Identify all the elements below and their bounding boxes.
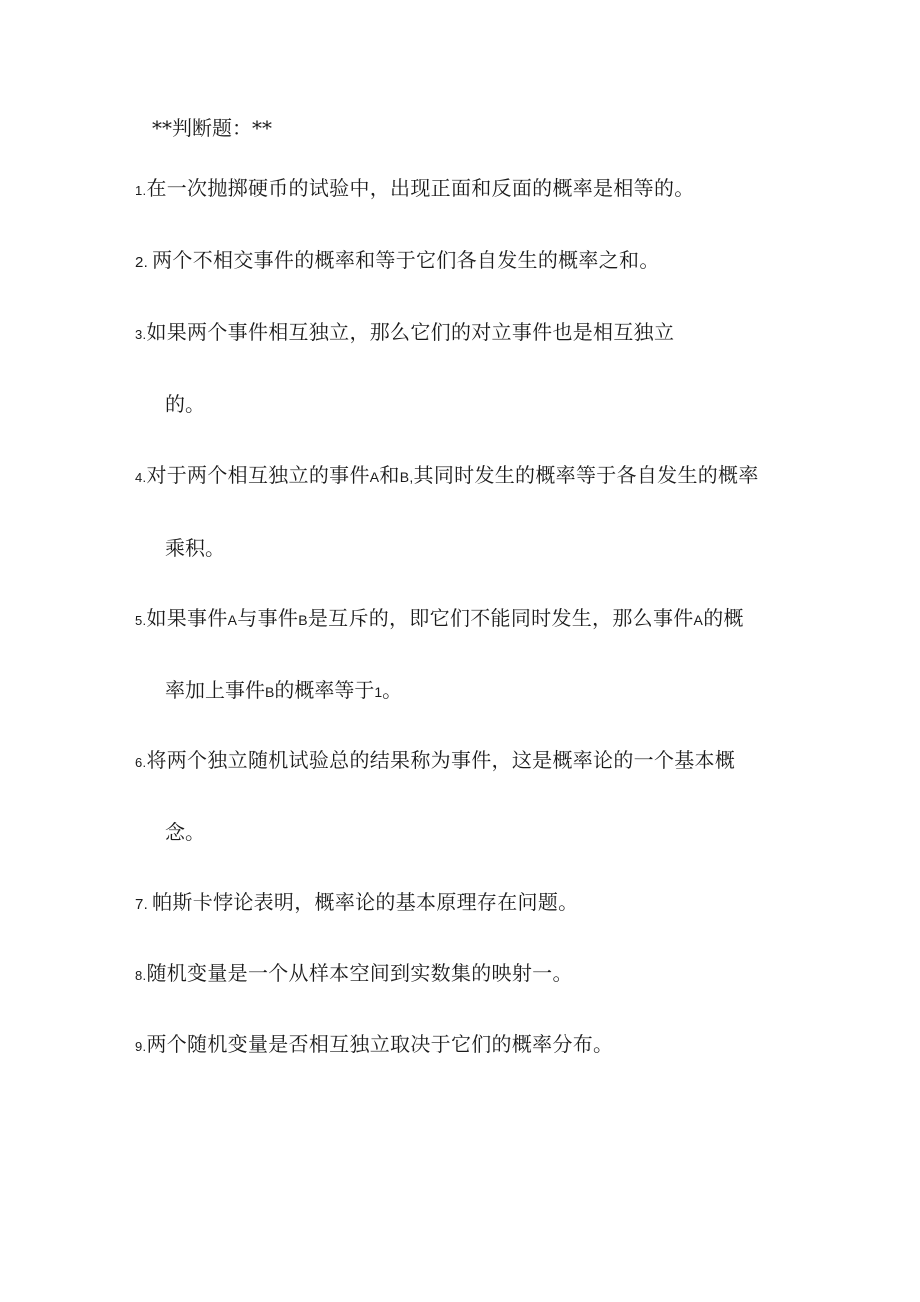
- question-1: [135, 174, 695, 205]
- question-8: [135, 959, 573, 990]
- event-label: B: [298, 612, 308, 628]
- question-number: 4.: [135, 470, 147, 485]
- question-number: 7.: [135, 896, 149, 913]
- question-text: 如果两个事件相互独立，那么它们的对立事件也是相互独立: [146, 320, 675, 344]
- question-number: 9.: [135, 1039, 147, 1054]
- question-number: 3.: [135, 327, 147, 342]
- question-text: 随机变量是一个从样本空间到实数集的映射一。: [146, 961, 573, 985]
- event-label: A: [227, 612, 238, 628]
- event-label: A: [369, 469, 380, 485]
- question-6: [135, 746, 735, 777]
- question-text: 两个随机变量是否相互独立取决于它们的概率分布。: [146, 1032, 614, 1056]
- number-value: 1: [374, 684, 383, 700]
- question-text: 两个不相交事件的概率和等于它们各自发生的概率之和。: [152, 248, 660, 272]
- question-text-a: 如果事件: [146, 606, 228, 630]
- question-text-d: 的概: [703, 606, 744, 630]
- question-7: [135, 888, 578, 919]
- question-2: [135, 246, 660, 277]
- question-4: [135, 461, 759, 492]
- question-text: 帕斯卡悖论表明，概率论的基本原理存在问题。: [152, 890, 579, 914]
- event-label: B,: [399, 469, 414, 485]
- question-number: 1.: [135, 183, 147, 198]
- question-3-continuation: 的。: [165, 392, 205, 416]
- question-3: [135, 318, 674, 349]
- continuation-text-c: 。: [382, 678, 403, 702]
- event-label: A: [693, 612, 704, 628]
- question-text: 在一次抛掷硬币的试验中，出现正面和反面的概率是相等的。: [146, 176, 695, 200]
- question-5: [135, 604, 744, 635]
- continuation-text-a: 率加上事件: [165, 678, 265, 702]
- section-heading: **判断题：**: [152, 116, 272, 140]
- question-9: [135, 1030, 613, 1061]
- question-number: 6.: [135, 755, 147, 770]
- question-text-b: 与事件: [237, 606, 299, 630]
- question-text: 将两个独立随机试验总的结果称为事件，这是概率论的一个基本概: [146, 748, 736, 772]
- question-number: 2.: [135, 254, 149, 271]
- question-text-c: 其同时发生的概率等于各自发生的概率: [413, 463, 759, 487]
- question-number: 5.: [135, 613, 147, 628]
- continuation-text-b: 的概率等于: [274, 678, 375, 702]
- question-text-b: 和: [379, 463, 400, 487]
- question-text-a: 对于两个相互独立的事件: [146, 463, 370, 487]
- question-text-c: 是互斥的，即它们不能同时发生，那么事件: [307, 606, 694, 630]
- event-label: B: [265, 684, 275, 700]
- question-4-continuation: 乘积。: [165, 536, 225, 560]
- question-number: 8.: [135, 968, 147, 983]
- question-6-continuation: 念。: [165, 820, 205, 844]
- question-5-continuation: [165, 676, 402, 706]
